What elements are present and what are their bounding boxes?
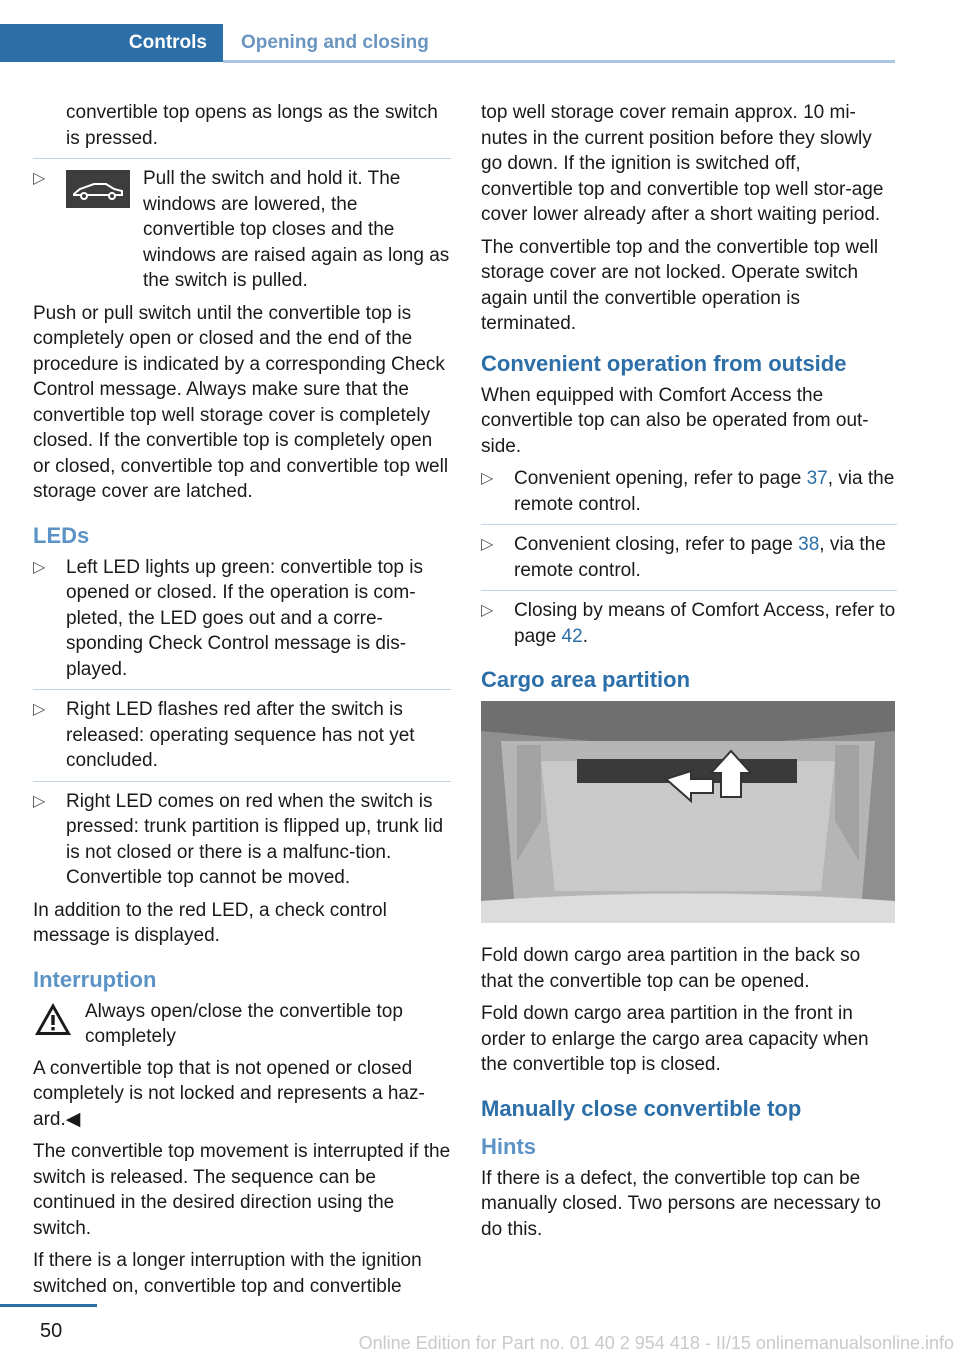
- divider: [481, 590, 897, 591]
- heading-interruption: Interruption: [33, 966, 157, 992]
- paragraph: The convertible top and the convertible top well storage cover are not locked. Operate switch again until the convertible operation is terminated.: [481, 236, 879, 334]
- list-item: ▷ Left LED lights up green: convertible top is opened or closed. If the operation is com‐pleted, the LED goes out and a corre‐sponding Check Control message is dis‐played.: [33, 556, 423, 680]
- triangle-bullet-icon: ▷: [33, 558, 46, 576]
- paragraph: Fold down cargo area partition in the front in order to enlarge the cargo area capacity when the convertible top is closed.: [481, 1003, 869, 1075]
- left-column: [33, 100, 451, 1306]
- paragraph: If there is a defect, the convertible top can be manually closed. Two persons are necessary to do this.: [481, 1167, 881, 1240]
- right-column: [481, 100, 897, 1249]
- heading-leds: LEDs: [33, 522, 90, 548]
- paragraph: A convertible top that is not opened or closed completely is not locked and represents a haz‐ard.◀: [33, 1057, 425, 1130]
- triangle-bullet-icon: ▷: [481, 536, 494, 553]
- page-link-42[interactable]: 42: [561, 625, 583, 647]
- paragraph: top well storage cover remain approx. 10 mi‐nutes in the current position before they slowly go down. If the ignition is switched off, convertible top and convertible top well stor‐age cover lower already after a short waiting period.: [481, 102, 884, 225]
- watermark-text: Online Edition for Part no. 01 40 2 954 418 - II/15 onlinemanualsonline.info: [358, 1333, 954, 1353]
- switch-instruction: [33, 166, 451, 294]
- list-item: ▷ Convenient opening, refer to page 37, via the remote control.: [481, 468, 895, 515]
- page-link-37[interactable]: 37: [806, 468, 828, 489]
- paragraph: If there is a longer interruption with the ignition switched on, convertible top and convertible: [33, 1250, 422, 1297]
- page-link-38[interactable]: 38: [798, 534, 820, 555]
- page-number: 50: [40, 1320, 63, 1342]
- triangle-bullet-icon: ▷: [481, 470, 494, 487]
- triangle-bullet-icon: ▷: [33, 792, 46, 810]
- divider: [481, 524, 897, 525]
- footer-divider: [0, 1304, 97, 1307]
- section-tab-opening-closing[interactable]: Opening and closing: [241, 32, 429, 53]
- paragraph: When equipped with Comfort Access the convertible top can also be operated from out‐side.: [481, 384, 869, 457]
- cargo-area-photo: [481, 701, 895, 923]
- page-header: [0, 24, 960, 62]
- list-item: ▷ Right LED flashes red after the switch is released: operating sequence has not yet concluded.: [33, 699, 415, 771]
- list-item: ▷ Closing by means of Comfort Access, refer to page 42.: [481, 600, 896, 647]
- heading-convenient-operation: Convenient operation from outside: [481, 350, 847, 376]
- warning-icon: [33, 1001, 73, 1037]
- divider: [33, 781, 451, 782]
- triangle-bullet-icon: ▷: [33, 170, 46, 187]
- list-item: ▷ Right LED comes on red when the switch is pressed: trunk partition is flipped up, trunk lid is not closed or there is a malfunc‐tion. Convertible top cannot be moved.: [33, 790, 444, 888]
- triangle-bullet-icon: ▷: [481, 602, 494, 619]
- paragraph: convertible top opens as longs as the switch is pressed.: [66, 102, 438, 149]
- section-tab-controls[interactable]: Controls: [0, 24, 223, 62]
- paragraph: Fold down cargo area partition in the back so that the convertible top can be opened.: [481, 945, 861, 992]
- triangle-bullet-icon: ▷: [33, 701, 46, 718]
- warning-title: Always open/close the convertible top completely: [85, 1000, 403, 1047]
- heading-hints: Hints: [481, 1133, 536, 1159]
- switch-instruction-text: Pull the switch and hold it. The windows are lowered, the convertible top closes and the windows are raised again as long as the switch is pulled.: [143, 168, 450, 291]
- heading-manual-close: Manually close convertible top: [481, 1095, 802, 1121]
- paragraph: In addition to the red LED, a check control message is displayed.: [33, 899, 387, 946]
- cargo-area-illustration: [481, 701, 895, 923]
- divider: [33, 689, 451, 690]
- convertible-close-switch-icon: [66, 170, 130, 208]
- list-item: ▷ Convenient closing, refer to page 38, via the remote control.: [481, 534, 886, 581]
- paragraph: Push or pull switch until the convertible top is completely open or closed and the end of the procedure is indicated by a corresponding Check Control message. Always make sure that the convertible top well storage cover is completely closed. If the convertible top is completely open or closed, convertible top and convertible top well storage cover are latched.: [33, 302, 449, 502]
- header-divider: [223, 60, 895, 63]
- heading-cargo-partition: Cargo area partition: [481, 667, 691, 692]
- paragraph: The convertible top movement is interrupted if the switch is released. The sequence can be continued in the desired direction using the switch.: [33, 1141, 451, 1239]
- divider: [33, 158, 451, 159]
- warning-notice: [33, 999, 451, 1050]
